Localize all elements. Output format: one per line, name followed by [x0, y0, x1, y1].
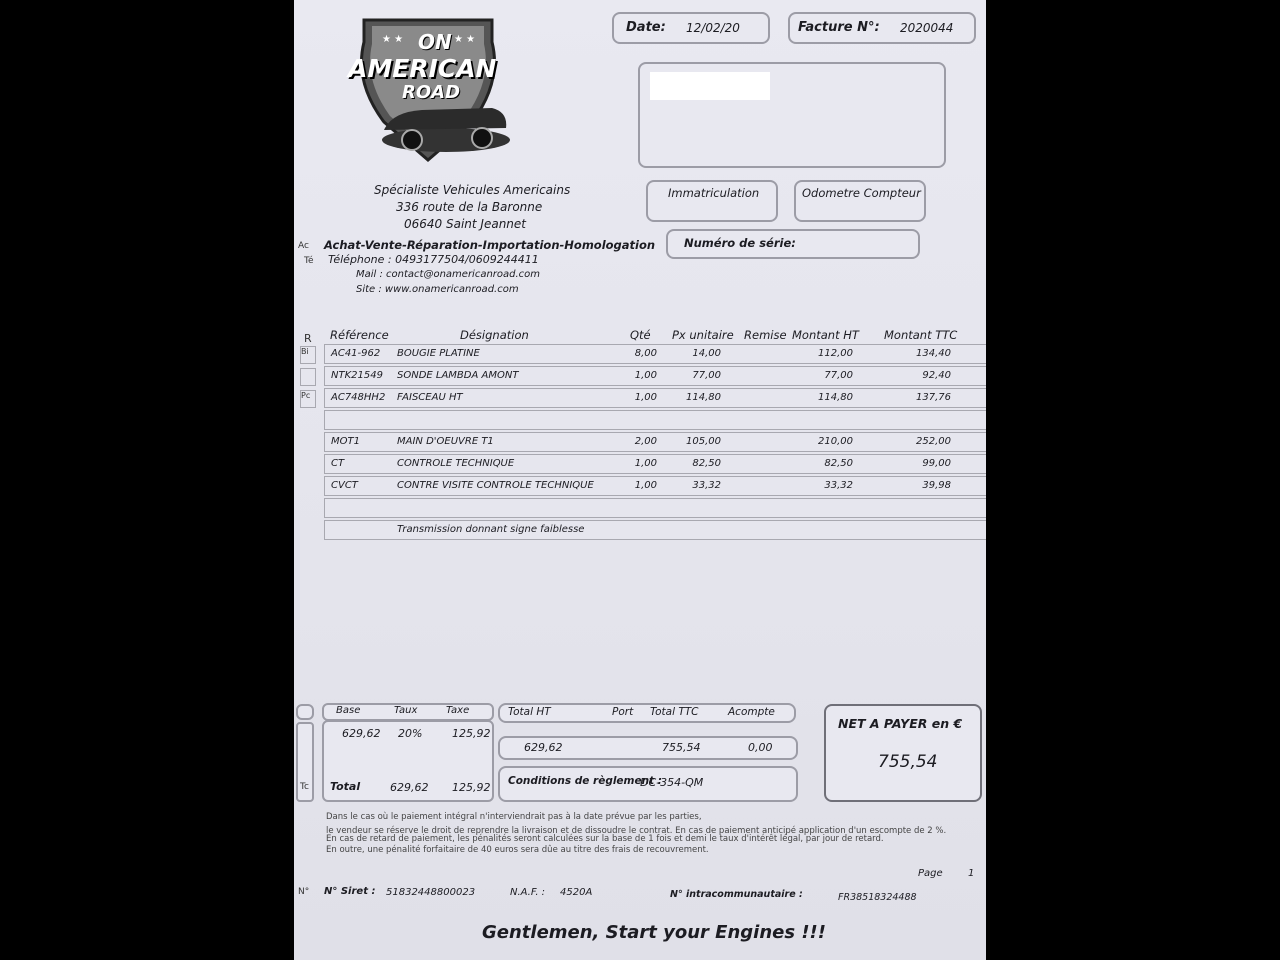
cell-unit-price: 77,00: [692, 370, 721, 381]
col-amount-ht: Montant HT: [792, 328, 859, 342]
date-label: Date:: [626, 20, 666, 35]
cell-amount-ttc: 134,40: [916, 348, 951, 359]
cell-reference: AC41-962: [331, 348, 381, 359]
tax-total-label: Total: [330, 780, 361, 793]
page-label: Page: [918, 868, 943, 879]
table-row: [324, 432, 986, 452]
tax-col-tax: Taxe: [446, 705, 470, 716]
totals-col-ttc: Total TTC: [650, 706, 699, 718]
immatriculation-box: [646, 180, 778, 222]
cell-designation: Transmission donnant signe faiblesse: [397, 524, 585, 535]
tax-body-box: [322, 720, 494, 802]
cell-reference: CVCT: [331, 480, 358, 491]
serial-number-label: Numéro de série:: [684, 236, 796, 250]
immatriculation-label: Immatriculation: [668, 186, 760, 200]
payment-conditions-value: DC-354-QM: [640, 776, 704, 789]
overlay-fragment: N°: [298, 887, 310, 897]
totals-col-deposit: Acompte: [728, 706, 775, 718]
cell-amount-ht: 77,00: [824, 370, 853, 381]
cell-amount-ht: 112,00: [818, 348, 853, 359]
legal-line-2: le vendeur se réserve le droit de reprendre la livraison et de dissoudre le contrat. En cas de paiement anticipé application d'un escompte de 2 %.: [326, 826, 947, 836]
overlay-fragment: Ac: [298, 241, 309, 251]
total-ttc-value: 755,54: [662, 741, 701, 754]
side-fragment-box: [296, 704, 314, 720]
cell-amount-ht: 210,00: [818, 436, 853, 447]
svg-text:★ ★: ★ ★: [382, 34, 404, 45]
cell-amount-ht: 114,80: [818, 392, 853, 403]
svg-text:★ ★: ★ ★: [454, 34, 476, 45]
company-mail: Mail : contact@onamericanroad.com: [356, 269, 541, 280]
cell-unit-price: 114,80: [686, 392, 721, 403]
overlay-fragment: Tc: [300, 782, 309, 792]
naf-value: 4520A: [560, 887, 593, 898]
table-row: [324, 454, 986, 474]
client-address-box: [638, 62, 946, 168]
col-unit-price: Px unitaire: [672, 328, 734, 342]
cell-amount-ht: 33,32: [824, 480, 853, 491]
logo-text-road: ROAD: [402, 82, 461, 103]
legal-line-1: Dans le cas où le paiement intégral n'interviendrait pas à la date prévue par les parties,: [326, 812, 702, 822]
cell-amount-ttc: 39,98: [922, 480, 951, 491]
invoice-paper: [294, 0, 986, 960]
tax-header-box: [322, 703, 494, 721]
total-ht-value: 629,62: [524, 741, 563, 754]
cell-designation: BOUGIE PLATINE: [397, 348, 480, 359]
invoice-number-box: [788, 12, 976, 44]
totals-col-ht: Total HT: [508, 706, 551, 718]
tax-base: 629,62: [342, 727, 381, 740]
cell-quantity: 1,00: [634, 458, 657, 469]
company-site: Site : www.onamericanroad.com: [356, 284, 519, 295]
cell-amount-ht: 82,50: [824, 458, 853, 469]
company-activity: Achat-Vente-Réparation-Importation-Homologation: [324, 238, 656, 252]
col-discount: Remise: [744, 328, 787, 342]
siret-label: N° Siret :: [324, 886, 376, 897]
naf-label: N.A.F. :: [510, 887, 546, 898]
odometer-label: Odometre Compteur: [802, 186, 921, 200]
cell-reference: MOT1: [331, 436, 360, 447]
tax-rate: 20%: [398, 727, 423, 740]
date-value: 12/02/20: [686, 21, 740, 35]
company-phone: Téléphone : 0493177504/0609244411: [328, 253, 539, 266]
tax-col-base: Base: [336, 705, 361, 716]
company-address-line2: 06640 Saint Jeannet: [404, 217, 526, 231]
cell-quantity: 1,00: [634, 370, 657, 381]
cell-reference: AC748HH2: [331, 392, 386, 403]
redacted-name: [650, 72, 770, 100]
tax-total-base: 629,62: [390, 781, 429, 794]
logo-text-on: ON: [418, 30, 452, 54]
cell-quantity: 1,00: [634, 480, 657, 491]
tax-col-rate: Taux: [394, 705, 418, 716]
cell-designation: MAIN D'OEUVRE T1: [397, 436, 494, 447]
cell-unit-price: 82,50: [692, 458, 721, 469]
logo-text-american: AMERICAN: [348, 54, 497, 83]
totals-values-box: [498, 736, 798, 760]
cell-amount-ttc: 137,76: [916, 392, 951, 403]
cell-quantity: 8,00: [634, 348, 657, 359]
payment-conditions-box: [498, 766, 798, 802]
totals-col-port: Port: [612, 706, 634, 718]
legal-line-3: En cas de retard de paiement, les pénalités seront calculées sur la base de 1 fois et demi le taux d'intérêt légal, par jour de retard.: [326, 834, 884, 844]
cell-amount-ttc: 99,00: [922, 458, 951, 469]
tax-total-amount: 125,92: [452, 781, 491, 794]
cell-unit-price: 105,00: [686, 436, 721, 447]
table-row: [324, 498, 986, 518]
totals-header-box: [498, 703, 796, 723]
date-box: [612, 12, 770, 44]
invoice-number-value: 2020044: [900, 21, 954, 35]
legal-line-4: En outre, une pénalité forfaitaire de 40 euros sera dûe au titre des frais de recouvrement.: [326, 845, 709, 855]
cell-reference: CT: [331, 458, 345, 469]
cell-unit-price: 14,00: [692, 348, 721, 359]
net-to-pay-value: 755,54: [878, 752, 938, 772]
overlay-fragment: Bi: [300, 346, 316, 364]
deposit-value: 0,00: [748, 741, 773, 754]
footer-slogan: Gentlemen, Start your Engines !!!: [482, 922, 826, 943]
cell-amount-ttc: 252,00: [916, 436, 951, 447]
table-row: [324, 520, 986, 540]
overlay-fragment: [300, 368, 316, 386]
cell-amount-ttc: 92,40: [922, 370, 951, 381]
company-logo: [342, 12, 514, 162]
serial-number-box: [666, 229, 920, 259]
table-row: [324, 388, 986, 408]
page-number: 1: [968, 868, 975, 879]
overlay-fragment: Té: [304, 256, 314, 266]
cell-quantity: 2,00: [634, 436, 657, 447]
col-amount-ttc: Montant TTC: [884, 328, 958, 342]
cell-designation: FAISCEAU HT: [397, 392, 463, 403]
net-to-pay-label: NET A PAYER en €: [838, 716, 963, 731]
overlay-fragment: Pc: [300, 390, 316, 408]
col-designation: Désignation: [460, 328, 529, 342]
invoice-number-label: Facture N°:: [798, 20, 880, 35]
payment-conditions-label: Conditions de règlement :: [508, 775, 662, 787]
company-specialty: Spécialiste Vehicules Americains: [374, 183, 571, 197]
net-to-pay-box: [824, 704, 982, 802]
vat-number-value: FR38518324488: [838, 892, 917, 903]
cell-quantity: 1,00: [634, 392, 657, 403]
cell-designation: CONTROLE TECHNIQUE: [397, 458, 515, 469]
table-row: [324, 476, 986, 496]
cell-unit-price: 33,32: [692, 480, 721, 491]
table-header: [324, 326, 986, 345]
table-row: [324, 366, 986, 386]
odometer-box: [794, 180, 926, 222]
col-reference: Référence: [330, 328, 389, 342]
cell-reference: NTK21549: [331, 370, 383, 381]
cell-designation: CONTRE VISITE CONTROLE TECHNIQUE: [397, 480, 594, 491]
table-row: [324, 410, 986, 430]
table-row: [324, 344, 986, 364]
vat-number-label: N° intracommunautaire :: [670, 889, 803, 900]
company-address-line1: 336 route de la Baronne: [396, 200, 543, 214]
cell-designation: SONDE LAMBDA AMONT: [397, 370, 519, 381]
col-quantity: Qté: [630, 328, 651, 342]
overlay-fragment: R: [304, 332, 312, 345]
tax-amount: 125,92: [452, 727, 491, 740]
siret-value: 51832448800023: [386, 887, 476, 898]
